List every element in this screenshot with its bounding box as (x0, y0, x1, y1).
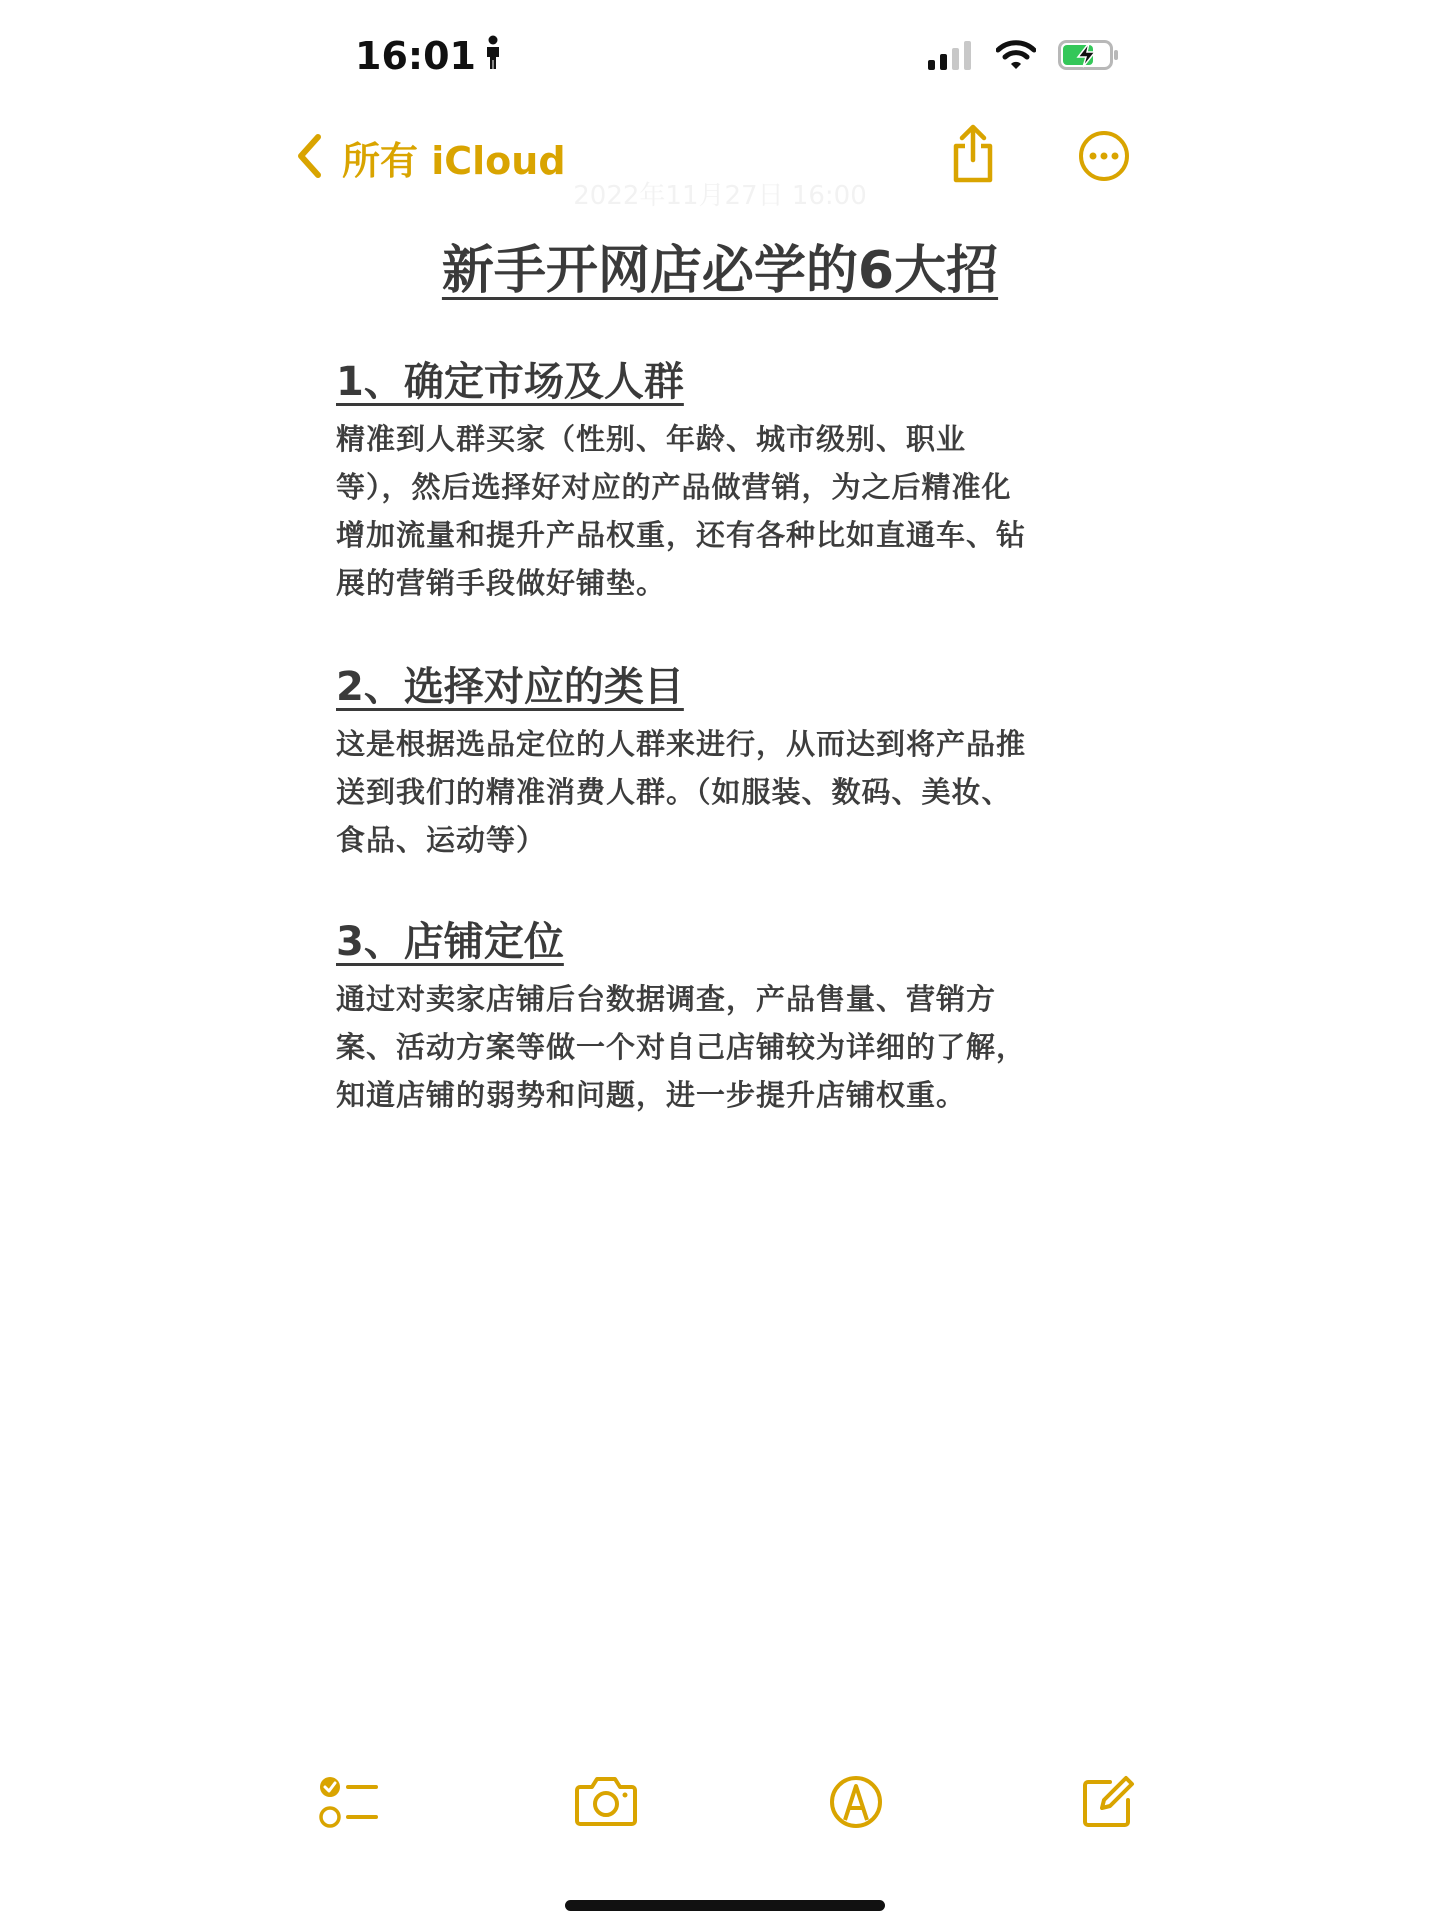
section-heading: 1、确定市场及人群 (336, 359, 684, 405)
status-time-text: 16:01 (355, 34, 476, 78)
home-indicator[interactable] (565, 1900, 885, 1911)
camera-button[interactable] (574, 1774, 638, 1832)
battery-charging-icon (1058, 40, 1120, 74)
body-line: 知道店铺的弱势和问题，进一步提升店铺权重。 (336, 1078, 967, 1112)
checklist-button[interactable] (318, 1774, 380, 1834)
section-body (336, 720, 1126, 864)
section-heading: 2、选择对应的类目 (336, 664, 684, 710)
markup-pen-icon (828, 1815, 884, 1834)
body-line: 展的营销手段做好铺垫。 (336, 566, 667, 600)
body-line: 增加流量和提升产品权重，还有各种比如直通车、钻 (336, 518, 1027, 552)
person-icon (484, 34, 502, 78)
note-section-1 (336, 350, 1126, 607)
note-section-2 (336, 655, 1126, 864)
body-line: 精准到人群买家（性别、年龄、城市级别、职业 (336, 422, 967, 456)
section-body (336, 975, 1126, 1119)
cellular-signal-icon (928, 40, 974, 74)
compose-button[interactable] (1080, 1774, 1136, 1834)
section-body (336, 415, 1126, 607)
camera-icon (574, 1813, 638, 1832)
back-button-label: 所有 iCloud (342, 139, 566, 183)
body-line: 通过对卖家店铺后台数据调查，产品售量、营销方 (336, 982, 997, 1016)
note-title-row (0, 228, 1440, 303)
body-line: 等），然后选择好对应的产品做营销，为之后精准化 (336, 470, 1012, 504)
section-heading: 3、店铺定位 (336, 919, 564, 965)
body-line: 送到我们的精准消费人群。（如服装、数码、美妆、 (336, 775, 1012, 809)
markup-button[interactable] (828, 1774, 884, 1834)
body-line: 这是根据选品定位的人群来进行，从而达到将产品推 (336, 727, 1027, 761)
note-date: 2022年11月27日 16:00 (573, 181, 867, 211)
compose-icon (1080, 1815, 1136, 1834)
wifi-icon (996, 40, 1036, 74)
status-icons (928, 40, 1120, 74)
note-title: 新手开网店必学的6大招 (441, 241, 999, 301)
checklist-icon (318, 1815, 380, 1834)
status-time (355, 34, 502, 78)
body-line: 案、活动方案等做一个对自己店铺较为详细的了解， (336, 1030, 1027, 1064)
note-section-3 (336, 910, 1126, 1119)
body-line: 食品、运动等） (336, 823, 547, 857)
